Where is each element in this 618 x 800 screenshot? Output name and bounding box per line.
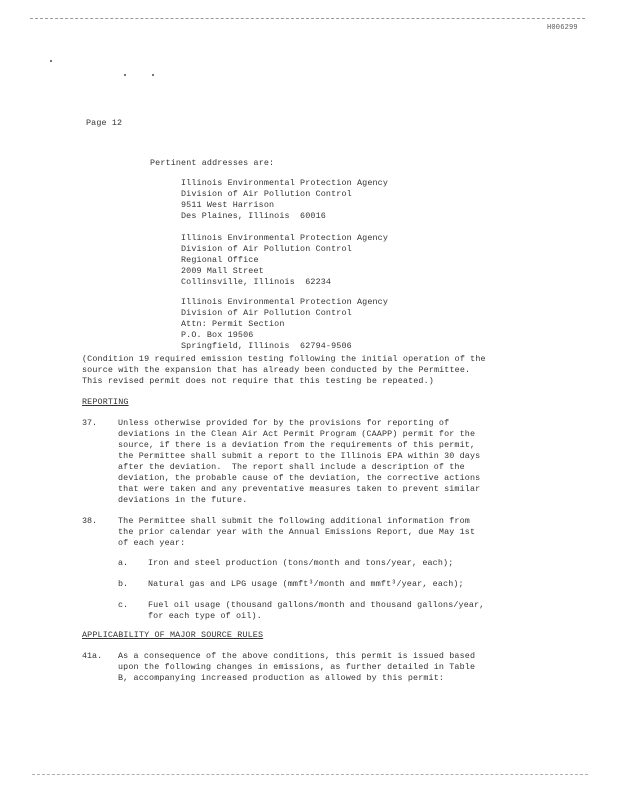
- page-label: Page 12: [86, 118, 123, 128]
- address-line: Illinois Environmental Protection Agency: [181, 297, 389, 307]
- section-heading-applicability: APPLICABILITY OF MAJOR SOURCE RULES: [82, 630, 264, 640]
- subitem-line: Fuel oil usage (thousand gallons/month and thousand gallons/year,: [148, 600, 485, 610]
- item-line: after the deviation. The report shall include a description of the: [118, 462, 465, 472]
- address-line: 2009 Mall Street: [181, 266, 264, 276]
- section-heading-reporting: REPORTING: [82, 397, 129, 407]
- item-line: Unless otherwise provided for by the provisions for reporting of: [118, 418, 450, 428]
- item-line: deviations in the future.: [118, 495, 248, 505]
- condition-note-line: (Condition 19 required emission testing following the initial operation of the: [82, 354, 486, 364]
- address-line: Division of Air Pollution Control: [181, 308, 352, 318]
- item-line: The Permittee shall submit the following additional information from: [118, 516, 470, 526]
- subitem-letter: a.: [118, 558, 129, 568]
- address-line: Division of Air Pollution Control: [181, 244, 352, 254]
- addresses-intro: Pertinent addresses are:: [150, 158, 275, 168]
- item-number: 41a.: [82, 651, 103, 661]
- address-line: 9511 West Harrison: [181, 200, 275, 210]
- address-line: Regional Office: [181, 255, 259, 265]
- subitem-line: Natural gas and LPG usage (mmft³/month and mmft³/year, each);: [148, 579, 464, 589]
- subitem-line: for each type of oil).: [148, 611, 262, 621]
- item-line: that were taken and any preventative measures taken to prevent similar: [118, 484, 481, 494]
- address-line: Attn: Permit Section: [181, 319, 285, 329]
- item-line: the Permittee shall submit a report to the Illinois EPA within 30 days: [118, 451, 481, 461]
- address-line: Division of Air Pollution Control: [181, 189, 352, 199]
- document-id: H006299: [547, 24, 578, 32]
- subitem-letter: b.: [118, 579, 129, 589]
- address-line: Illinois Environmental Protection Agency: [181, 178, 389, 188]
- item-line: of each year:: [118, 538, 186, 548]
- condition-note-line: source with the expansion that has already been conducted by the Permittee.: [82, 365, 471, 375]
- item-line: deviations in the Clean Air Act Permit Program (CAAPP) permit for the: [118, 429, 476, 439]
- item-line: source, if there is a deviation from the requirements of this permit,: [118, 440, 476, 450]
- subitem-letter: c.: [118, 600, 129, 610]
- condition-note-line: This revised permit does not require that this testing be repeated.): [82, 376, 434, 386]
- address-line: Collinsville, Illinois 62234: [181, 277, 332, 287]
- address-line: P.O. Box 19506: [181, 330, 254, 340]
- item-line: B, accompanying increased production as allowed by this permit:: [118, 673, 445, 683]
- scan-edge-top: [30, 18, 585, 21]
- item-number: 38.: [82, 516, 98, 526]
- scan-edge-bottom: [32, 774, 588, 777]
- item-line: deviation, the probable cause of the deviation, the corrective actions: [118, 473, 481, 483]
- item-line: the prior calendar year with the Annual Emissions Report, due May 1st: [118, 527, 476, 537]
- item-line: upon the following changes in emissions, as further detailed in Table: [118, 662, 476, 672]
- address-line: Illinois Environmental Protection Agency: [181, 233, 389, 243]
- address-line: Des Plaines, Illinois 60016: [181, 211, 326, 221]
- scan-speck: [152, 74, 154, 76]
- item-number: 37.: [82, 418, 98, 428]
- scan-speck: [50, 60, 52, 62]
- scan-speck: [124, 74, 126, 76]
- address-line: Springfield, Illinois 62794-9506: [181, 341, 352, 351]
- item-line: As a consequence of the above conditions, this permit is issued based: [118, 651, 476, 661]
- subitem-line: Iron and steel production (tons/month and tons/year, each);: [148, 558, 454, 568]
